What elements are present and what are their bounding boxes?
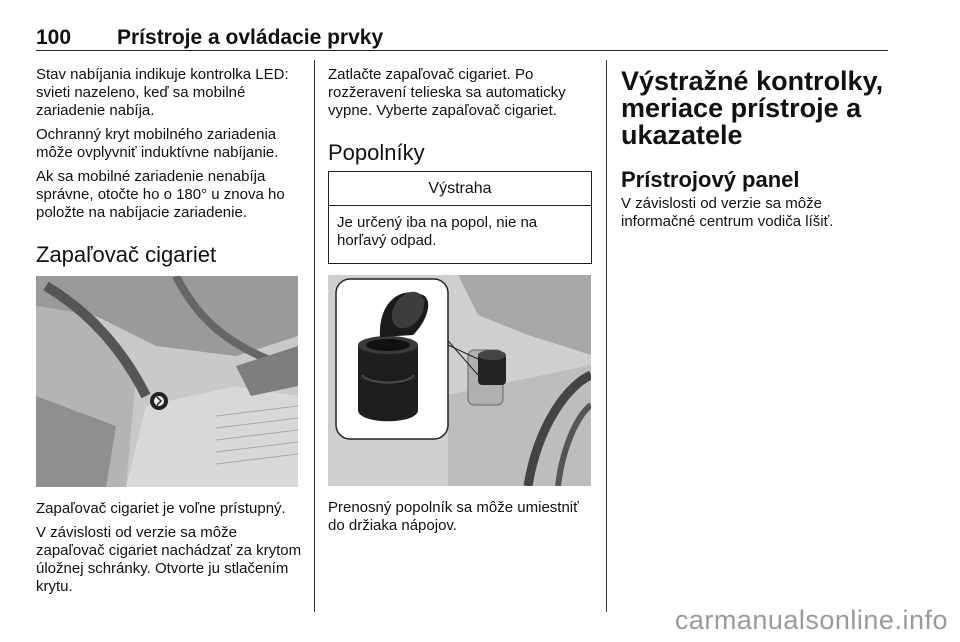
- column-3: [621, 68, 893, 237]
- paragraph-lighter-accessible: Zapaľovač cigariet je voľne prístupný.: [36, 500, 286, 517]
- figure-portable-ashtray: [328, 275, 591, 486]
- figure-cigarette-lighter: [36, 276, 298, 487]
- column-1-lower: [36, 500, 306, 602]
- watermark-url: carmanualsonline.info: [674, 605, 948, 635]
- warning-title: Výstraha: [329, 172, 591, 206]
- column-divider-1: [314, 60, 315, 612]
- paragraph-driver-info-center: V závislosti od verzie sa môže informačné centrum vodiča líšiť.: [621, 195, 834, 230]
- column-2-lower: [328, 499, 598, 541]
- warning-box: [328, 171, 592, 264]
- heading-warning-lights: Výstražné kontrolky, meriace prístroje a ukazatele: [621, 66, 884, 150]
- paragraph-rotate-device: Ak sa mobilné zariadenie nenabíja správne, otočte ho o 180° u znova ho položte na nabíjacie zariadenie.: [36, 168, 285, 221]
- column-2: [328, 66, 598, 166]
- paragraph-lighter-location: V závislosti od verzie sa môže zapaľovač cigariet nachádzať za krytom úložnej schránky. Otvorte ju stlačením krytu.: [36, 524, 302, 595]
- heading-instrument-panel: Prístrojový panel: [621, 167, 800, 192]
- header-divider: [36, 50, 888, 51]
- chapter-title: Prístroje a ovládacie prvky: [117, 26, 384, 49]
- paragraph-press-lighter: Zatlačte zapaľovač cigariet. Po rozžeravení telieska sa automaticky vypne. Vyberte zapaľovač cigariet.: [328, 66, 566, 119]
- paragraph-protective-cover: Ochranný kryt mobilného zariadenia môže ovplyvniť induktívne nabíjanie.: [36, 126, 279, 161]
- column-1: [36, 66, 304, 268]
- warning-text: Je určený iba na popol, nie na horľavý odpad.: [337, 214, 538, 249]
- heading-cigarette-lighter: Zapaľovač cigariet: [36, 242, 217, 267]
- paragraph-portable-ashtray: Prenosný popolník sa môže umiestniť do držiaka nápojov.: [328, 499, 579, 534]
- paragraph-charging-led: Stav nabíjania indikuje kontrolka LED: svieti nazeleno, keď sa mobilné zariadenie nabíja.: [36, 66, 289, 119]
- page-number: 100: [36, 26, 72, 49]
- column-divider-2: [606, 60, 607, 612]
- heading-ashtrays: Popolníky: [328, 140, 425, 165]
